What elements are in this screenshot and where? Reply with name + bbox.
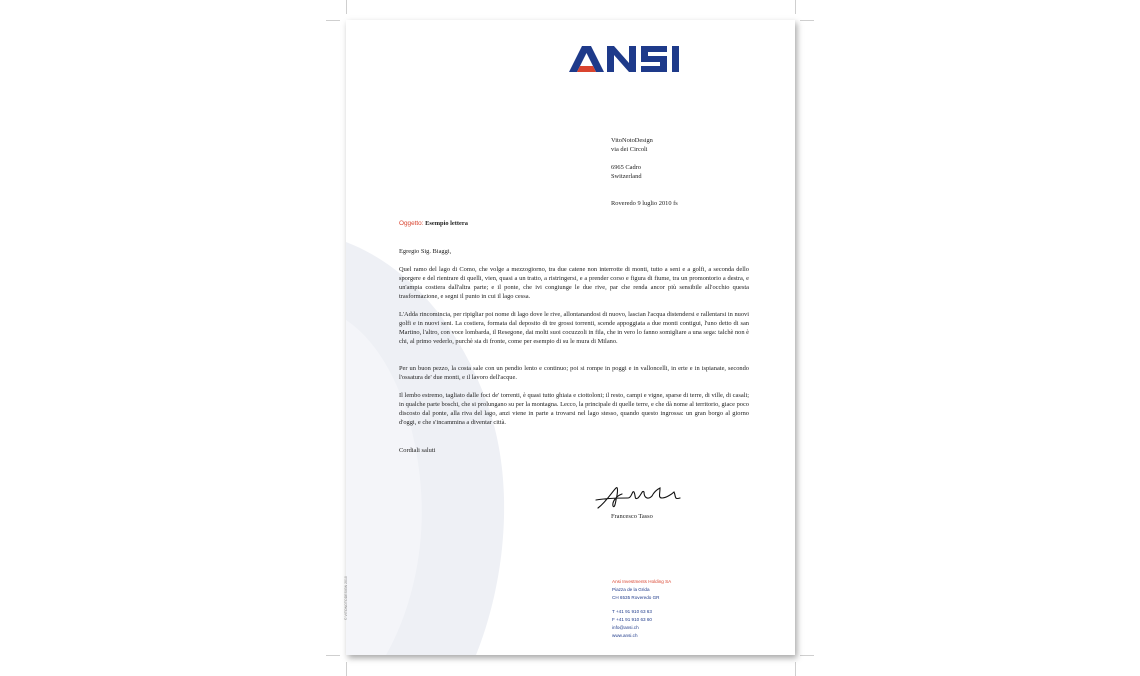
subject-label: Oggetto:	[399, 220, 424, 227]
crop-mark	[800, 655, 814, 656]
subject-line	[399, 219, 468, 228]
subject-text: Esempio lettera	[425, 220, 468, 227]
crop-mark	[346, 662, 347, 676]
crop-mark	[326, 20, 340, 21]
closing: Cordiali saluti	[399, 447, 436, 454]
ansi-logo	[569, 44, 700, 74]
signer-name: Francesco Tasso	[611, 513, 653, 520]
salutation: Egregio Sig. Biaggi,	[399, 248, 452, 255]
crop-mark	[795, 0, 796, 14]
handwritten-signature	[594, 482, 684, 516]
footer-tel: T +41 91 910 63 63	[612, 609, 652, 614]
body-paragraph: Per un buon pezzo, la costa sale con un pendio lento e continuo; poi si rompe in poggi e in valloncelli, in erte e in ispianate, secondo l'ossatura de' due monti, e il lavoro dell'acque.	[399, 365, 749, 381]
footer-city: CH 6535 Roveredo GR	[612, 595, 660, 600]
footer-street: Piazza de la Grida	[612, 587, 650, 592]
crop-mark	[800, 20, 814, 21]
recipient-line: via dei Circoli	[611, 146, 648, 153]
recipient-line: 6965 Cadro	[611, 164, 641, 171]
vertical-credit: © VITONOTODESIGN 2010	[344, 576, 348, 620]
footer-company: Ansi Investments Holding SA	[612, 579, 672, 584]
recipient-line: VitoNotoDesign	[611, 137, 653, 144]
crop-mark	[326, 655, 340, 656]
body-paragraph: L'Adda rincomincia, per ripigliar poi nome di lago dove le rive, allontanandosi di nuovo, lascian l'acqua distendersi e rallentarsi in nuovi golfi e in nuovi seni. La costiera, formata dal deposito di tre grossi torrenti, scende appoggiata a due monti contigui, l'uno detto di san Martino, l'altro, con voce lombarda, il Resegone, dai molti suoi cocuzzoli in fila, che in vero lo fanno somigliare a una sega: talchè non è chi, al primo vederlo, purchè sia di fronte, come per esempio di su le mura di Milano.	[399, 311, 749, 345]
footer-website[interactable]: www.ansi.ch	[612, 633, 638, 638]
footer-fax: F +41 91 910 63 60	[612, 617, 652, 622]
crop-mark	[795, 662, 796, 676]
crop-mark	[346, 0, 347, 14]
footer-email[interactable]: info@ansi.ch	[612, 625, 639, 630]
body-paragraph: Il lembo estremo, tagliato dalle foci de' torrenti, è quasi tutto ghiaia e ciottoloni; il resto, campi e vigne, sparse di terre, di ville, di casali; in qualche parte boschi, che si prolungano su per la montagna. Lecco, la principale di quelle terre, e che dà nome al territorio, giace poco discosto dal ponte, alla riva del lago, anzi viene in parte a trovarsi nel lago stesso, quando questo ingrossa: un gran borgo al giorno d'oggi, e che s'incammina a diventar città.	[399, 392, 749, 426]
letter-sheet	[346, 20, 795, 655]
recipient-line: Switzerland	[611, 173, 642, 180]
date-line: Roveredo 9 luglio 2010 fs	[611, 200, 678, 207]
body-paragraph: Quel ramo del lago di Como, che volge a mezzogiorno, tra due catene non interrotte di monti, tutto a seni e a golfi, a seconda dello sporgere e del rientrare di quelli, vien, quasi a un tratto, a ristringersi, e a prender corso e figura di fiume, tra un promontorio a destra, e un'ampia costiera dall'altra parte; e il ponte, che ivi congiunge le due rive, par che renda ancor più sensibile all'occhio questa trasformazione, e segni il punto in cui il lago cessa.	[399, 266, 749, 300]
